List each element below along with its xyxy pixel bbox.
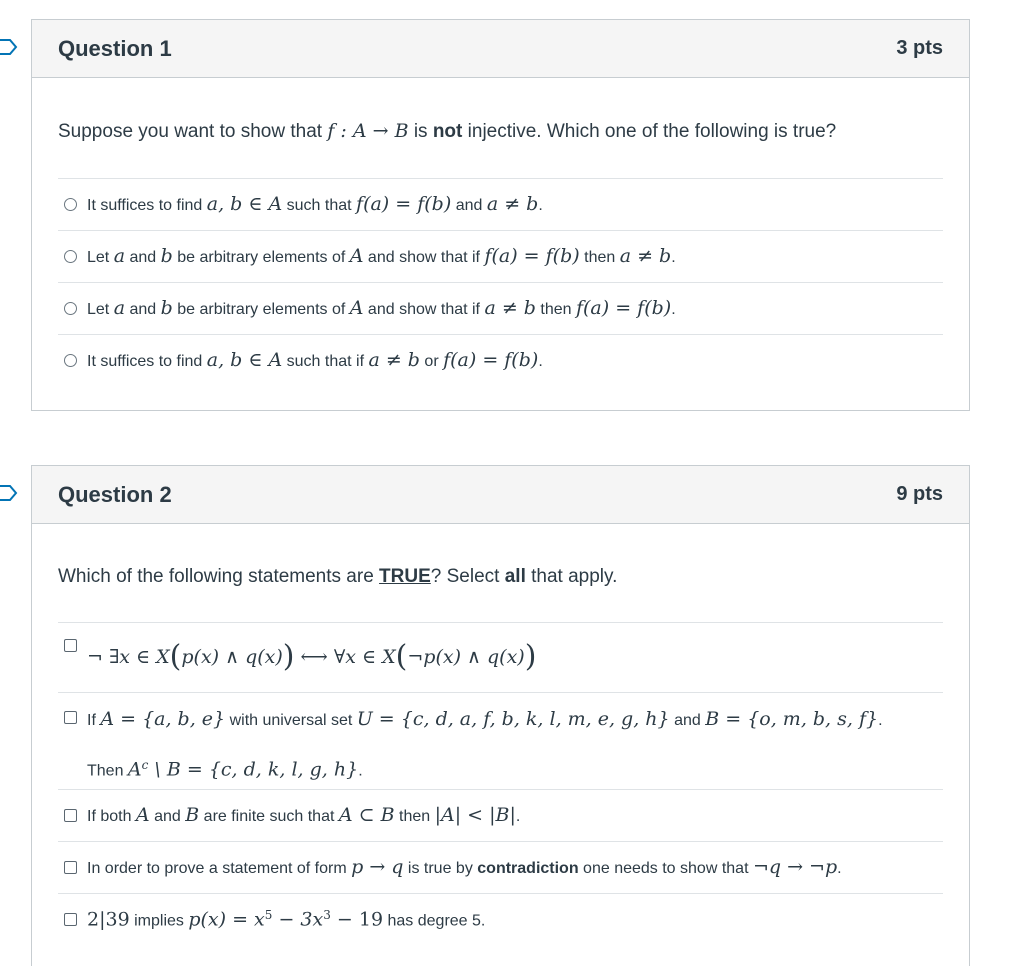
answer-list bbox=[58, 622, 943, 945]
answer-option-2[interactable]: If A = {a, b, e} with universal set U = {c, d, a, f, b, k, l, m, e, g, h} and B = {o, m, b, s, f}. Then $A^c$ \ B = {c, d, k, l, g, h}. bbox=[58, 692, 943, 789]
question-1-header bbox=[32, 20, 969, 78]
radio-button[interactable] bbox=[64, 302, 77, 315]
radio-button[interactable] bbox=[64, 198, 77, 211]
answer-option-5[interactable]: 2|39 implies $p(x) = x^5 - 3x^3 - 19$ has degree 5. bbox=[58, 893, 943, 945]
answer-option-4[interactable]: In order to prove a statement of form p → q is true by contradiction one needs to show that ¬q → ¬p. bbox=[58, 841, 943, 893]
answer-option-1[interactable]: ¬ ∃x ∈ X(p(x) ∧ q(x)) ⟷ ∀x ∈ X(¬p(x) ∧ q(x)) bbox=[58, 622, 943, 692]
radio-button[interactable] bbox=[64, 250, 77, 263]
flag-icon[interactable] bbox=[0, 39, 18, 55]
checkbox[interactable] bbox=[64, 861, 77, 874]
checkbox[interactable] bbox=[64, 711, 77, 724]
question-points: 3 pts bbox=[896, 37, 943, 59]
answer-option-3[interactable]: Let a and b be arbitrary elements of A and show that if a ≠ b then f(a) = f(b). bbox=[58, 282, 943, 334]
checkbox[interactable] bbox=[64, 913, 77, 926]
question-title: Question 2 bbox=[58, 481, 172, 507]
answer-option-3[interactable]: If both A and B are finite such that A ⊂ B then |A| < |B|. bbox=[58, 789, 943, 841]
question-title: Question 1 bbox=[58, 35, 172, 61]
answer-option-4[interactable]: It suffices to find a, b ∈ A such that if a ≠ b or f(a) = f(b). bbox=[58, 334, 943, 386]
question-prompt: Which of the following statements are TRUE? Select all that apply. bbox=[58, 566, 618, 587]
question-1 bbox=[31, 19, 970, 411]
answer-option-2[interactable]: Let a and b be arbitrary elements of A and show that if f(a) = f(b) then a ≠ b. bbox=[58, 230, 943, 282]
checkbox[interactable] bbox=[64, 639, 77, 652]
question-points: 9 pts bbox=[896, 483, 943, 505]
question-2-header bbox=[32, 466, 969, 524]
question-prompt: Suppose you want to show that f : A → B is not injective. Which one of the following is true? bbox=[58, 120, 837, 142]
radio-button[interactable] bbox=[64, 354, 77, 367]
flag-icon[interactable] bbox=[0, 485, 18, 501]
answer-list bbox=[58, 178, 943, 386]
checkbox[interactable] bbox=[64, 809, 77, 822]
question-2 bbox=[31, 465, 970, 966]
answer-option-1[interactable]: It suffices to find a, b ∈ A such that f(a) = f(b) and a ≠ b. bbox=[58, 178, 943, 230]
